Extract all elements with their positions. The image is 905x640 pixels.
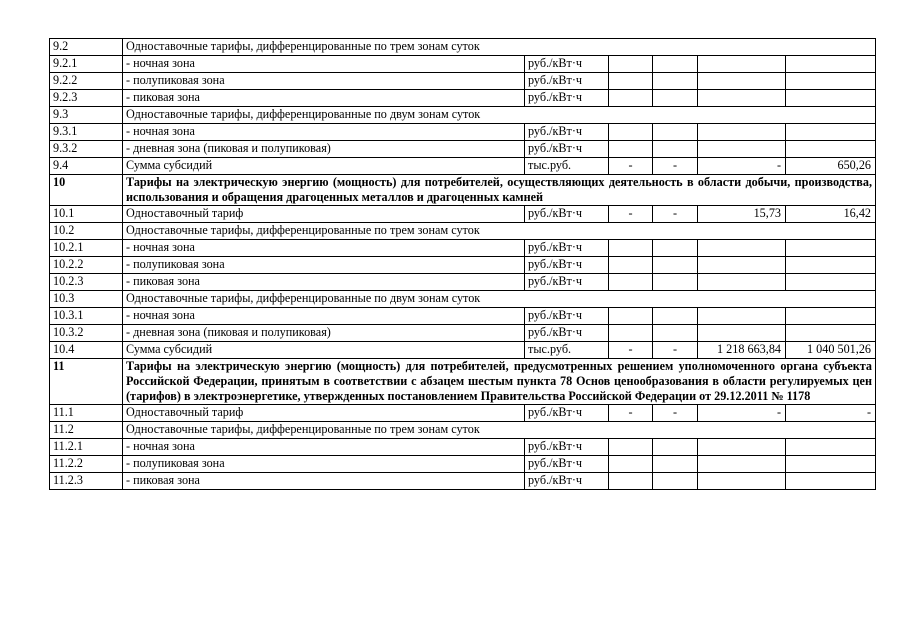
- row-description: Одноставочный тариф: [123, 206, 525, 223]
- table-row: [50, 439, 876, 456]
- value-cell-3: [698, 90, 786, 107]
- row-number: 9.2.1: [50, 56, 123, 73]
- value-cell-4: [786, 439, 876, 456]
- row-unit: руб./кВт·ч: [525, 274, 609, 291]
- value-cell-3: [698, 257, 786, 274]
- value-cell-3: [698, 124, 786, 141]
- value-cell-3: [698, 73, 786, 90]
- table-row: [50, 90, 876, 107]
- section-header-row: [50, 359, 876, 405]
- table-row: [50, 124, 876, 141]
- section-title: Тарифы на электрическую энергию (мощность) для потребителей, осуществляющих деятельность в области добычи, производства, использования и обращения драгоценных металлов и драгоценных камней: [123, 175, 876, 206]
- row-number: 11.1: [50, 405, 123, 422]
- value-cell-1: [609, 124, 653, 141]
- row-unit: тыс.руб.: [525, 158, 609, 175]
- value-cell-4: [786, 325, 876, 342]
- value-cell-4: [786, 456, 876, 473]
- value-cell-2: [653, 257, 698, 274]
- value-cell-4: [786, 141, 876, 158]
- value-cell-2: [653, 308, 698, 325]
- value-cell-1: [609, 439, 653, 456]
- row-description: - полупиковая зона: [123, 73, 525, 90]
- row-number: 10: [50, 175, 123, 206]
- value-cell-3: [698, 325, 786, 342]
- table-row: [50, 240, 876, 257]
- row-number: 10.2.2: [50, 257, 123, 274]
- row-unit: руб./кВт·ч: [525, 456, 609, 473]
- table-row: [50, 308, 876, 325]
- value-cell-3: [698, 240, 786, 257]
- table-row: [50, 342, 876, 359]
- value-cell-3: [698, 141, 786, 158]
- table-row: [50, 257, 876, 274]
- value-cell-4: [786, 274, 876, 291]
- row-unit: руб./кВт·ч: [525, 325, 609, 342]
- value-cell-3: [698, 56, 786, 73]
- row-number: 9.4: [50, 158, 123, 175]
- group-header-row: [50, 107, 876, 124]
- group-title: Одноставочные тарифы, дифференцированные по двум зонам суток: [123, 107, 876, 124]
- row-number: 10.3.1: [50, 308, 123, 325]
- value-cell-1: [609, 473, 653, 490]
- row-number: 10.4: [50, 342, 123, 359]
- row-description: - дневная зона (пиковая и полупиковая): [123, 325, 525, 342]
- value-cell-2: -: [653, 158, 698, 175]
- row-description: Сумма субсидий: [123, 158, 525, 175]
- row-description: - пиковая зона: [123, 90, 525, 107]
- value-cell-4: 1 040 501,26: [786, 342, 876, 359]
- row-number: 11.2.2: [50, 456, 123, 473]
- table-row: [50, 141, 876, 158]
- value-cell-1: -: [609, 158, 653, 175]
- value-cell-3: 15,73: [698, 206, 786, 223]
- row-description: Одноставочный тариф: [123, 405, 525, 422]
- group-header-row: [50, 291, 876, 308]
- row-description: - ночная зона: [123, 56, 525, 73]
- row-unit: руб./кВт·ч: [525, 473, 609, 490]
- group-header-row: [50, 223, 876, 240]
- value-cell-3: [698, 308, 786, 325]
- row-description: - дневная зона (пиковая и полупиковая): [123, 141, 525, 158]
- row-number: 11: [50, 359, 123, 405]
- table-row: [50, 473, 876, 490]
- value-cell-2: [653, 439, 698, 456]
- row-description: - ночная зона: [123, 439, 525, 456]
- row-unit: руб./кВт·ч: [525, 90, 609, 107]
- group-title: Одноставочные тарифы, дифференцированные по трем зонам суток: [123, 422, 876, 439]
- row-unit: руб./кВт·ч: [525, 206, 609, 223]
- row-number: 9.3: [50, 107, 123, 124]
- value-cell-1: [609, 257, 653, 274]
- row-unit: руб./кВт·ч: [525, 73, 609, 90]
- group-title: Одноставочные тарифы, дифференцированные по трем зонам суток: [123, 39, 876, 56]
- group-title: Одноставочные тарифы, дифференцированные по двум зонам суток: [123, 291, 876, 308]
- tariff-table: [49, 38, 876, 490]
- row-number: 10.2.1: [50, 240, 123, 257]
- value-cell-3: [698, 439, 786, 456]
- value-cell-3: -: [698, 158, 786, 175]
- row-number: 10.3: [50, 291, 123, 308]
- row-number: 10.2: [50, 223, 123, 240]
- value-cell-3: -: [698, 405, 786, 422]
- value-cell-1: -: [609, 405, 653, 422]
- value-cell-1: [609, 90, 653, 107]
- value-cell-1: [609, 141, 653, 158]
- row-number: 10.1: [50, 206, 123, 223]
- value-cell-2: [653, 90, 698, 107]
- row-number: 11.2.1: [50, 439, 123, 456]
- value-cell-1: [609, 274, 653, 291]
- row-number: 11.2.3: [50, 473, 123, 490]
- value-cell-1: [609, 308, 653, 325]
- value-cell-4: [786, 240, 876, 257]
- value-cell-4: [786, 308, 876, 325]
- row-number: 9.3.1: [50, 124, 123, 141]
- row-unit: руб./кВт·ч: [525, 439, 609, 456]
- row-description: - ночная зона: [123, 240, 525, 257]
- row-unit: руб./кВт·ч: [525, 141, 609, 158]
- value-cell-2: [653, 73, 698, 90]
- section-header-row: [50, 175, 876, 206]
- row-number: 10.2.3: [50, 274, 123, 291]
- value-cell-1: -: [609, 342, 653, 359]
- tariff-table-body: [50, 39, 876, 490]
- value-cell-3: [698, 473, 786, 490]
- value-cell-2: [653, 124, 698, 141]
- value-cell-4: [786, 473, 876, 490]
- row-description: - ночная зона: [123, 124, 525, 141]
- value-cell-3: [698, 456, 786, 473]
- group-title: Одноставочные тарифы, дифференцированные по трем зонам суток: [123, 223, 876, 240]
- group-header-row: [50, 39, 876, 56]
- row-number: 9.2.3: [50, 90, 123, 107]
- value-cell-1: [609, 240, 653, 257]
- value-cell-1: [609, 73, 653, 90]
- row-description: - ночная зона: [123, 308, 525, 325]
- value-cell-2: -: [653, 206, 698, 223]
- row-number: 9.2: [50, 39, 123, 56]
- row-unit: руб./кВт·ч: [525, 240, 609, 257]
- row-unit: руб./кВт·ч: [525, 257, 609, 274]
- row-number: 9.2.2: [50, 73, 123, 90]
- value-cell-1: [609, 456, 653, 473]
- value-cell-2: [653, 240, 698, 257]
- table-row: [50, 274, 876, 291]
- value-cell-2: [653, 56, 698, 73]
- value-cell-4: [786, 90, 876, 107]
- value-cell-2: [653, 325, 698, 342]
- value-cell-4: -: [786, 405, 876, 422]
- value-cell-1: [609, 56, 653, 73]
- row-unit: руб./кВт·ч: [525, 405, 609, 422]
- value-cell-4: 16,42: [786, 206, 876, 223]
- value-cell-3: 1 218 663,84: [698, 342, 786, 359]
- row-description: - пиковая зона: [123, 274, 525, 291]
- row-unit: руб./кВт·ч: [525, 308, 609, 325]
- table-row: [50, 206, 876, 223]
- group-header-row: [50, 422, 876, 439]
- row-unit: руб./кВт·ч: [525, 124, 609, 141]
- row-unit: руб./кВт·ч: [525, 56, 609, 73]
- table-row: [50, 56, 876, 73]
- section-title: Тарифы на электрическую энергию (мощность) для потребителей, предусмотренных решением уполномоченного органа субъекта Российской Федерации, принятым в соответствии с абзацем шестым пункта 78 Основ ценообразования в области регулируемых цен (тарифов) в электроэнергетике, утвержденных постановлением Правительства Российской Федерации от 29.12.2011 № 1178: [123, 359, 876, 405]
- value-cell-2: [653, 141, 698, 158]
- table-row: [50, 325, 876, 342]
- row-description: - полупиковая зона: [123, 257, 525, 274]
- value-cell-2: [653, 274, 698, 291]
- table-row: [50, 405, 876, 422]
- row-description: - пиковая зона: [123, 473, 525, 490]
- row-number: 9.3.2: [50, 141, 123, 158]
- value-cell-4: [786, 73, 876, 90]
- value-cell-2: -: [653, 405, 698, 422]
- table-row: [50, 158, 876, 175]
- row-description: - полупиковая зона: [123, 456, 525, 473]
- row-description: Сумма субсидий: [123, 342, 525, 359]
- row-unit: тыс.руб.: [525, 342, 609, 359]
- table-row: [50, 456, 876, 473]
- row-number: 10.3.2: [50, 325, 123, 342]
- value-cell-3: [698, 274, 786, 291]
- value-cell-2: [653, 473, 698, 490]
- value-cell-1: [609, 325, 653, 342]
- value-cell-4: [786, 56, 876, 73]
- table-row: [50, 73, 876, 90]
- value-cell-4: [786, 124, 876, 141]
- value-cell-4: [786, 257, 876, 274]
- row-number: 11.2: [50, 422, 123, 439]
- value-cell-2: [653, 456, 698, 473]
- value-cell-2: -: [653, 342, 698, 359]
- value-cell-1: -: [609, 206, 653, 223]
- value-cell-4: 650,26: [786, 158, 876, 175]
